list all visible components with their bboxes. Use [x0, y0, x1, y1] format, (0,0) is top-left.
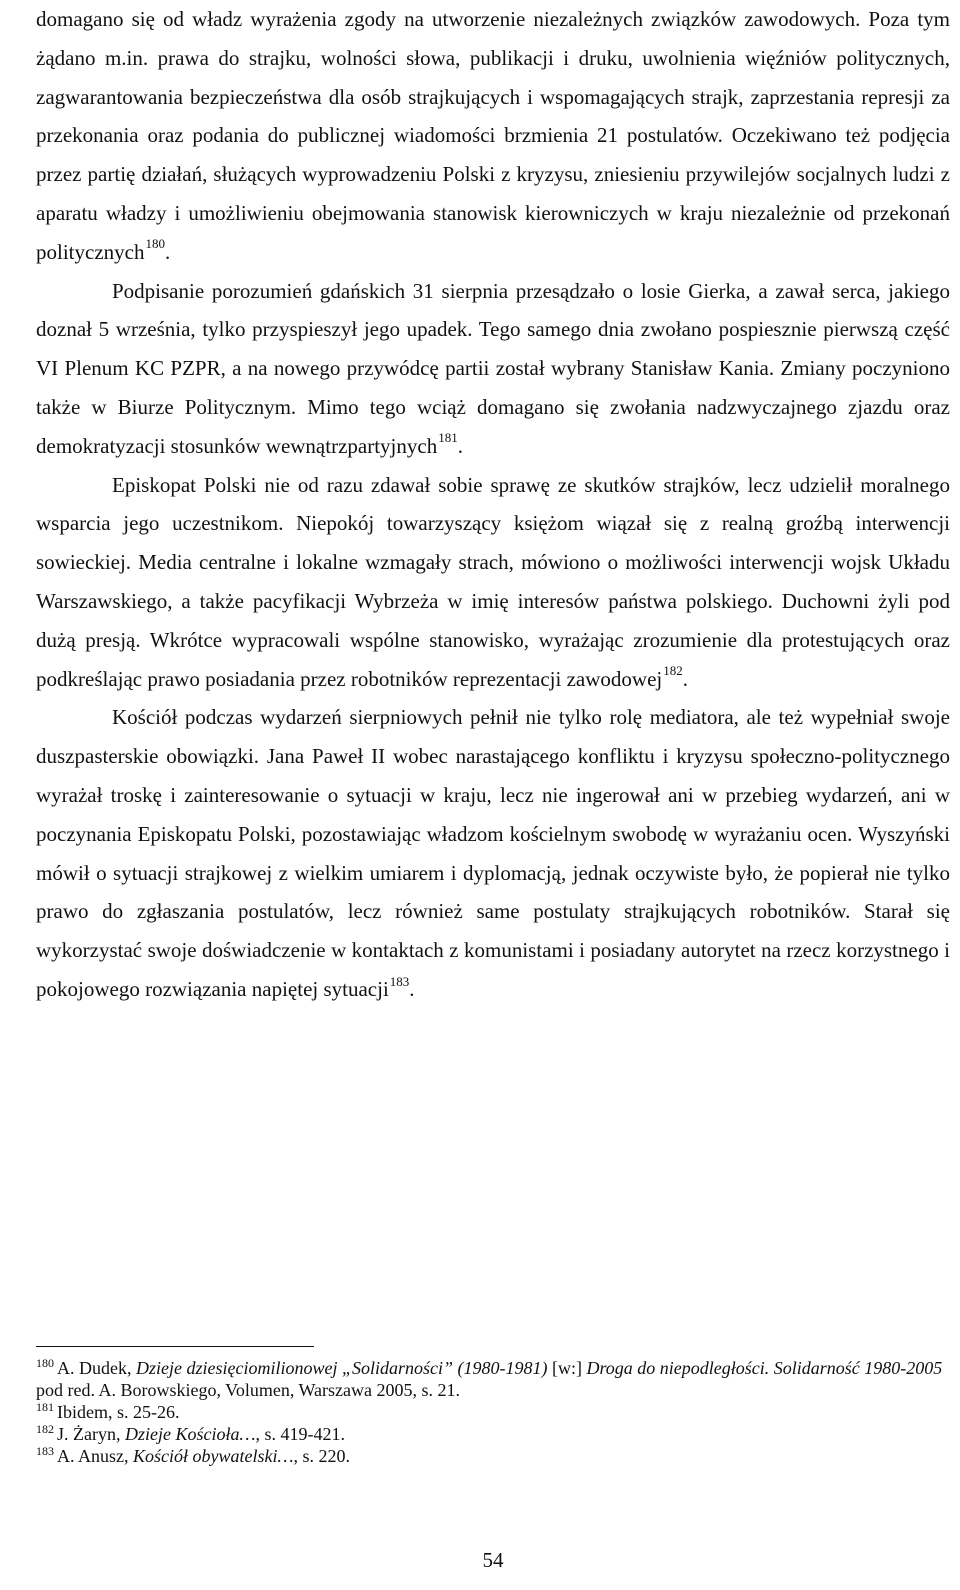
- footnote-text: A. Dudek,: [57, 1358, 136, 1378]
- paragraph-text: .: [457, 433, 463, 458]
- footnote-title: Droga do niepodległości. Solidarność 1980-2005: [586, 1358, 943, 1378]
- footnote-reference[interactable]: 180: [145, 236, 165, 252]
- footnote-title: Dzieje Kościoła…: [124, 1424, 256, 1444]
- footnote-separator: [36, 1346, 314, 1347]
- main-text: [36, 0, 950, 1009]
- footnote-text: pod red. A. Borowskiego, Volumen, Warszawa 2005, s. 21.: [36, 1380, 461, 1400]
- footnote-number: 182: [36, 1421, 54, 1436]
- paragraph-4: [36, 698, 950, 1008]
- footnote-text: , s. 419-421.: [255, 1424, 345, 1444]
- footnote-title: Kościół obywatelski…: [133, 1446, 294, 1466]
- footnote-reference[interactable]: 183: [389, 973, 410, 989]
- footnote-181: [36, 1401, 950, 1423]
- footnote-number: 181: [36, 1399, 54, 1414]
- footnote-183: [36, 1445, 950, 1467]
- paragraph-text: Podpisanie porozumień gdańskich 31 sierpnia przesądzało o losie Gierka, a zawał serca, jakiego doznał 5 września, tylko przyspieszył jego upadek. Tego samego dnia zwołano pospiesznie pierwszą część VI Plenum KC PZPR, a na nowego przywódcę partii został wybrany Stanisław Kania. Zmiany poczyniono także w Biurze Politycznym. Mimo tego wciąż domagano się zwołania nadzwyczajnego zjazdu oraz demokratyzacji stosunków wewnątrzpartyjnych: [36, 278, 950, 458]
- paragraph-text: Kościół podczas wydarzeń sierpniowych pełnił nie tylko rolę mediatora, ale też wypełniał swoje duszpasterskie obowiązki. Jana Paweł II wobec narastającego konfliktu i kryzysu społeczno-politycznego wyrażał troskę i zainteresowanie o sytuacji w kraju, lecz nie ingerował ani w przebieg wydarzeń, ani w poczynania Episkopatu Polski, pozostawiając władzom kościelnym swobodę w wyrażaniu ocen. Wyszyński mówił o sytuacji strajkowej z wielkim umiarem i dyplomacją, jednak oczywiste było, że popierał nie tylko prawo do zgłaszania postulatów, lecz również same postulaty strajkujących robotników. Starał się wykorzystać swoje doświadczenie w kontaktach z komunistami i posiadany autorytet na rzecz korzystnego i pokojowego rozwiązania napiętej sytuacji: [36, 705, 950, 1001]
- footnote-text: , s. 220.: [293, 1446, 351, 1466]
- footnote-number: 180: [36, 1355, 54, 1370]
- document-page: [36, 0, 950, 1572]
- footnote-reference[interactable]: 182: [663, 663, 683, 679]
- footnotes: [36, 1357, 950, 1467]
- paragraph-text: .: [164, 239, 171, 264]
- footnote-text: A. Anusz,: [57, 1446, 133, 1466]
- paragraph-3: [36, 466, 950, 699]
- footnote-title: Dzieje dziesięciomilionowej „Solidarności” (1980-1981): [136, 1358, 548, 1378]
- footnote-text: [w:]: [547, 1358, 587, 1378]
- footnote-text: Ibidem, s. 25-26.: [57, 1402, 180, 1422]
- page-number: 54: [482, 1548, 504, 1572]
- paragraph-text: .: [682, 666, 688, 691]
- footnote-182: [36, 1423, 950, 1445]
- paragraph-text: domagano się od władz wyrażenia zgody na utworzenie niezależnych związków zawodowych. Poza tym żądano m.in. prawa do strajku, wolności słowa, publikacji i druku, uwolnienia więźniów politycznych, zagwarantowania bezpieczeństwa dla osób strajkujących i wspomagających strajk, zaprzestania represji za przekonania oraz podania do publicznej wiadomości brzmienia 21 postulatów. Oczekiwano też podjęcia przez partię działań, służących wyprowadzeniu Polski z kryzysu, zniesieniu przywilejów socjalnych ludzi z aparatu władzy i umożliwieniu obejmowania stanowisk kierowniczych w kraju niezależnie od przekonań politycznych: [36, 7, 950, 264]
- footnote-reference[interactable]: 181: [438, 430, 458, 446]
- paragraph-1: [36, 0, 950, 272]
- footnote-180: [36, 1357, 950, 1401]
- paragraph-text: Episkopat Polski nie od razu zdawał sobie sprawę ze skutków strajków, lecz udzielił moralnego wsparcia jego uczestnikom. Niepokój towarzyszący księżom wiązał się z realną groźbą interwencji sowieckiej. Media centralne i lokalne wzmagały strach, mówiono o możliwości interwencji wojsk Układu Warszawskiego, a także pacyfikacji Wybrzeża w imię interesów państwa polskiego. Duchowni żyli pod dużą presją. Wkrótce wypracowali wspólne stanowisko, wyrażając zrozumienie dla protestujących oraz podkreślając prawo posiadania przez robotników reprezentacji zawodowej: [36, 472, 950, 691]
- footnote-text: J. Żaryn,: [57, 1424, 125, 1444]
- paragraph-2: [36, 272, 950, 466]
- footnote-number: 183: [36, 1443, 54, 1458]
- paragraph-text: .: [409, 976, 415, 1001]
